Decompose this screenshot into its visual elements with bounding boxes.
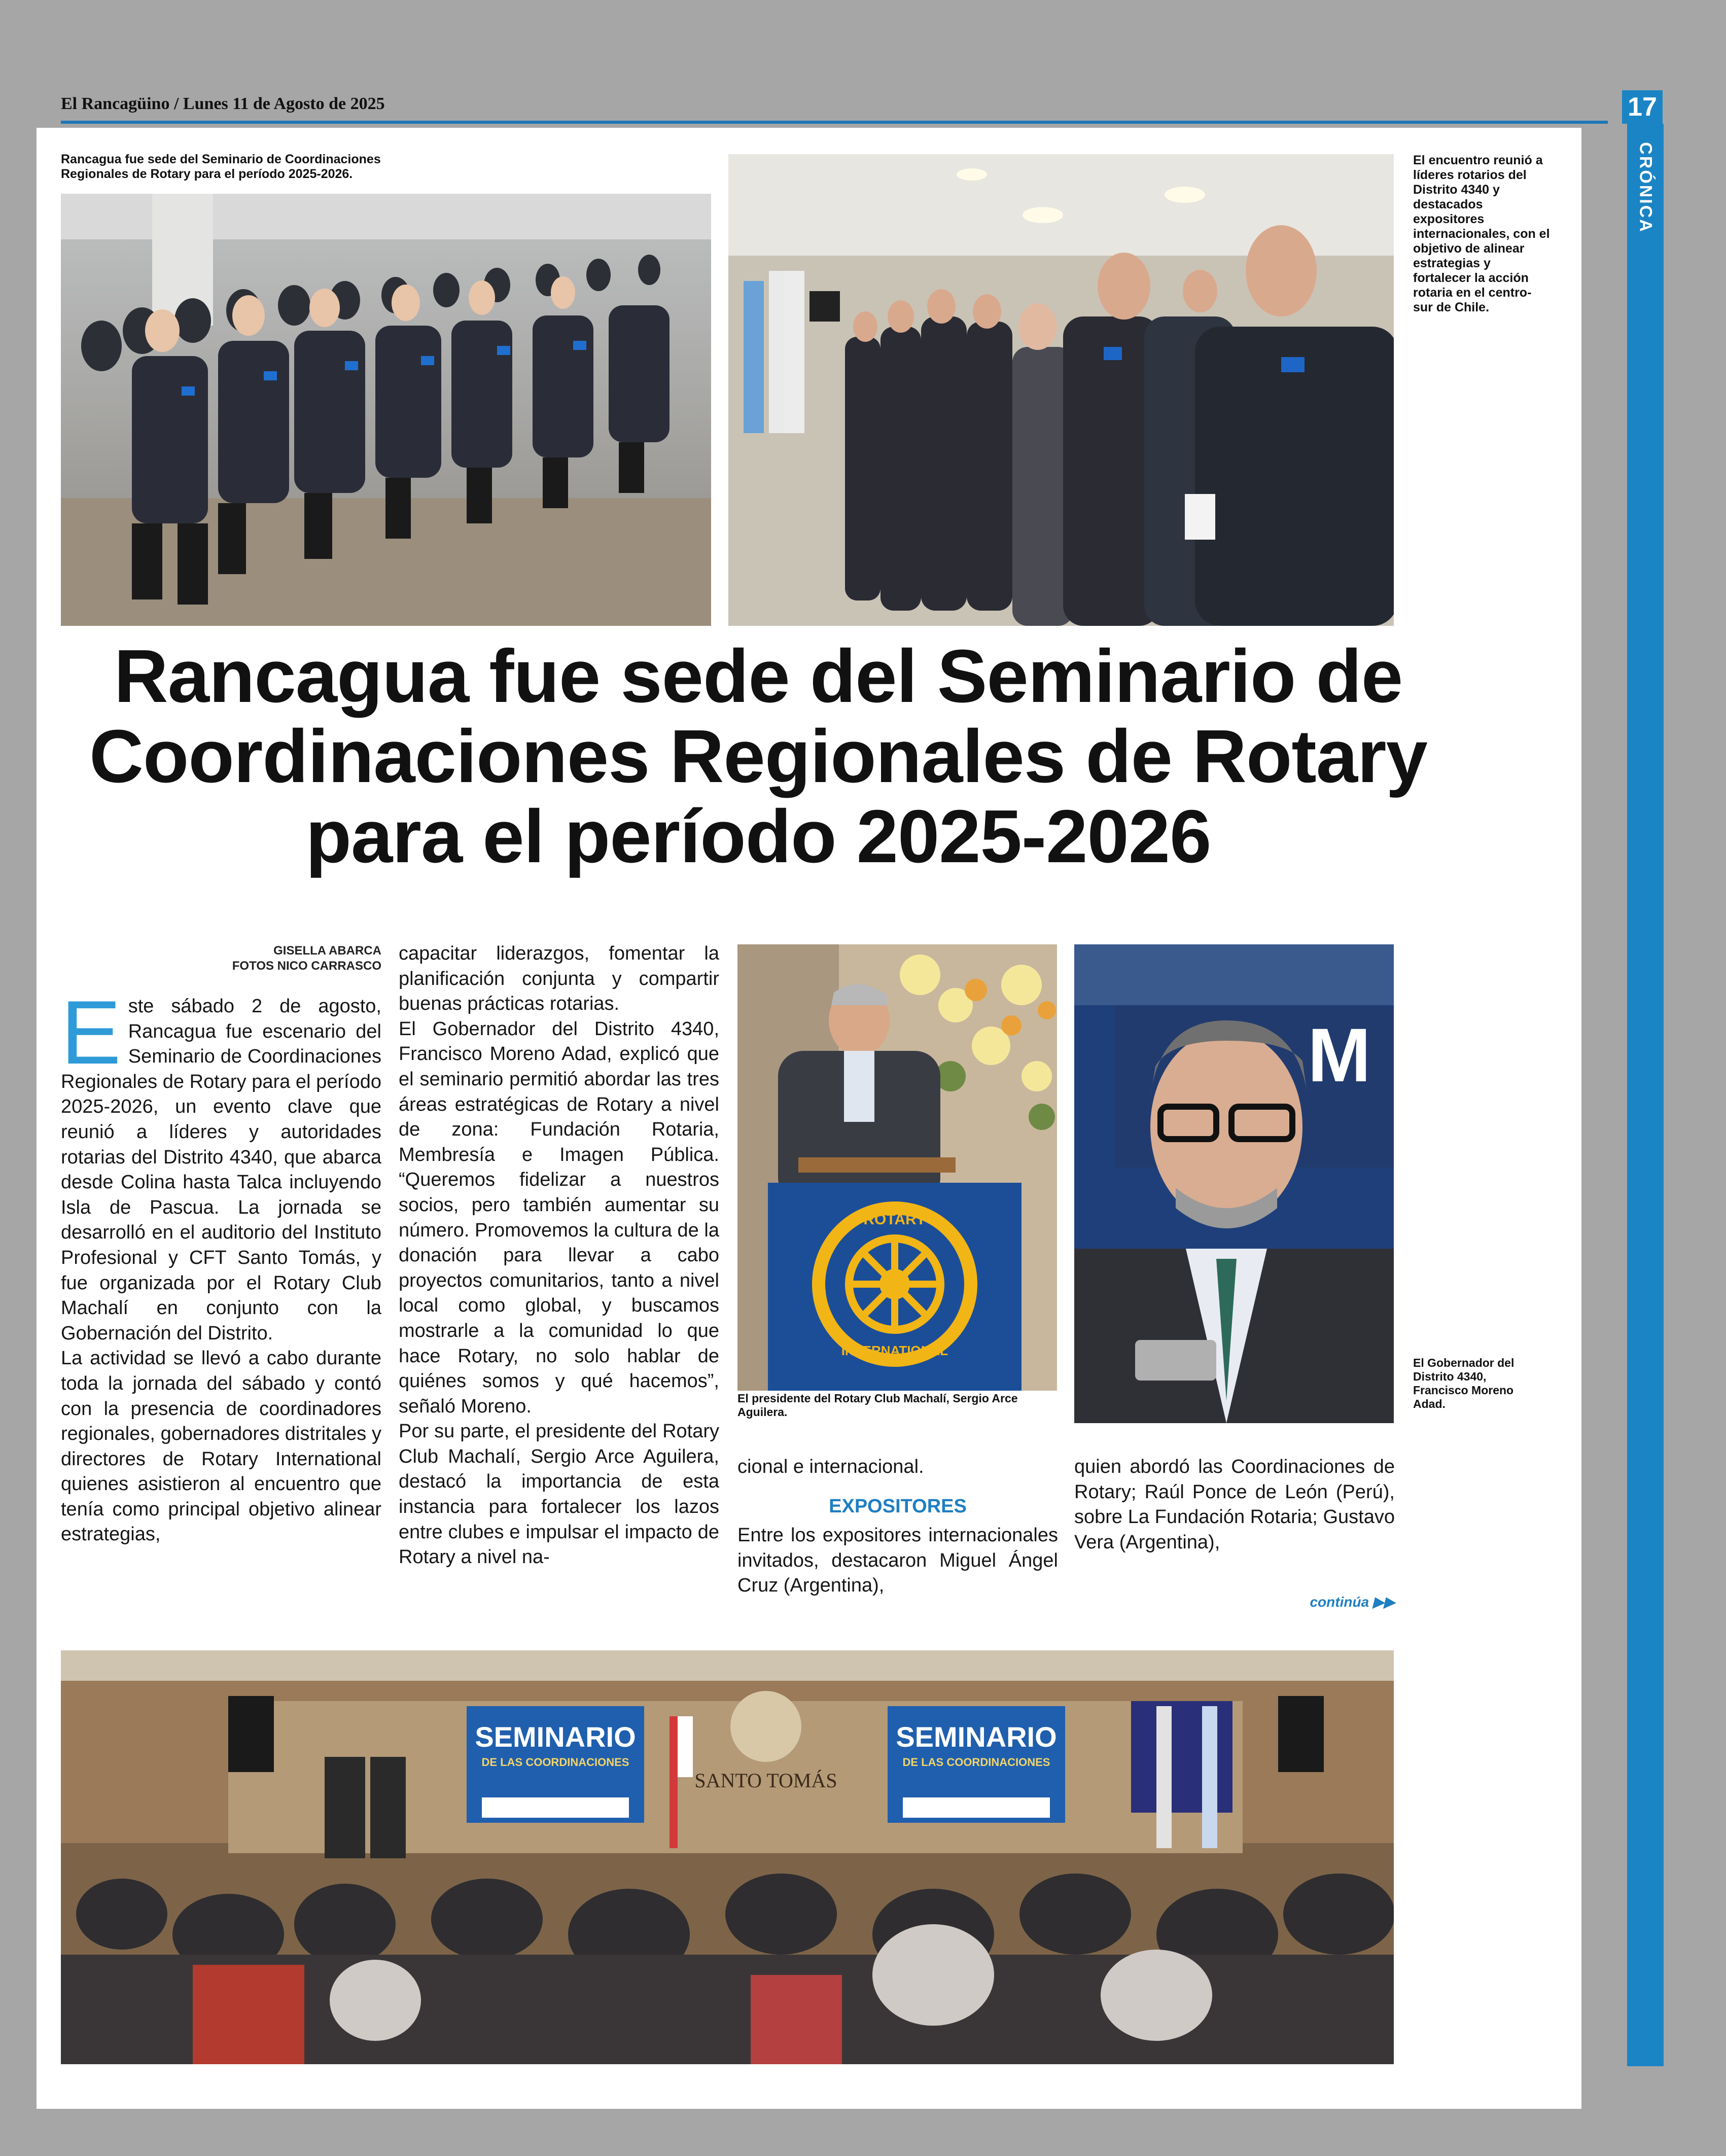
screen-right-title: SEMINARIO [896, 1721, 1057, 1753]
screen-left-subtitle: DE LAS COORDINACIONES [481, 1756, 629, 1769]
caption-top-left: Rancagua fue sede del Seminario de Coordinaciones Regionales de Rotary para el período 2025-2026. [61, 152, 381, 181]
publication-name: El Rancagüino / [61, 94, 179, 113]
section-label: CRÓNICA [1636, 142, 1655, 233]
paragraph: El Gobernador del Distrito 4340, Francisco Moreno Adad, explicó que el seminario permitió abordar las tres áreas estratégicas de Rotary a nivel de zona: Fundación Rotaria, Membresía e Imagen Pública. “Queremos fidelizar a nuestros socios, pero también aumentar su número. Promovemos la cultura de la donación para llevar a cabo proyectos comunitarios, tanto a nivel local como global, y buscamos mostrarle a la comunidad lo que hace Rotary, no solo hablar de quiénes somos y qué hacemos”, señaló Moreno. [399, 1018, 719, 1417]
paragraph: Por su parte, el presidente del Rotary Club Machalí, Sergio Arce Aguilera, destacó la importancia de esta instancia para fortalecer los lazos entre clubes e impulsar el impacto de Rotary a nivel na- [399, 1421, 719, 1568]
paragraph: quien abordó las Coordinaciones de Rotary; Raúl Ponce de León (Perú), sobre La Fundación Rotaria; Gustavo Vera (Argentina), [1074, 1456, 1395, 1553]
issue-date: Lunes 11 de Agosto de 2025 [183, 94, 385, 113]
paragraph: cional e internacional. [737, 1456, 924, 1477]
photo-podium-speaker [737, 944, 1057, 1391]
paragraph: La actividad se llevó a cabo durante toda la jornada del sábado y contó con la presencia de coordinadores regionales, gobernadores distritales y directores de Rotary International quienes asistieron al encuentro que tenía como principal objetivo alinear estrategias, [61, 1348, 381, 1545]
screen-right-subtitle: DE LAS COORDINACIONES [902, 1756, 1050, 1769]
paragraph: capacitar liderazgos, fomentar la planificación conjunta y compartir buenas prácticas rotarias. [399, 943, 719, 1015]
podium-logo-text-bottom: INTERNATIONAL [841, 1343, 948, 1358]
wall-sign-text: SANTO TOMÁS [694, 1769, 837, 1792]
caption-podium-speaker: El presidente del Rotary Club Machalí, Sergio Arce Aguilera. [737, 1392, 1018, 1419]
drop-cap: E [61, 982, 121, 1083]
paragraph: Entre los expositores internacionales invitados, destacaron Miguel Ángel Cruz (Argentina), [737, 1525, 1058, 1597]
byline [223, 943, 381, 974]
photo-audience-seated [61, 194, 711, 626]
article-column-1 [61, 982, 381, 1547]
byline-author: GISELLA ABARCA [273, 944, 381, 958]
running-header [61, 94, 385, 114]
header-rule [61, 121, 1608, 124]
article-column-4 [1074, 1455, 1395, 1555]
continues-link[interactable]: continúa ▶▶ [1310, 1594, 1395, 1610]
byline-photos: FOTOS NICO CARRASCO [232, 959, 381, 973]
page-number: 17 [1622, 90, 1663, 124]
podium-logo-text-top: ROTARY [863, 1211, 926, 1228]
article-column-2 [399, 941, 719, 1570]
subheading-expositores: EXPOSITORES [829, 1495, 967, 1517]
photo-governor-portrait [1074, 944, 1394, 1423]
article-column-3 [737, 1455, 1058, 1599]
caption-top-right: El encuentro reunió a líderes rotarios del Distrito 4340 y destacados expositores internacionales, con el objetivo de alinear estrategias y fortalecer la acción rotaria en el centro-sur de Chile. [1413, 153, 1550, 314]
caption-governor: El Gobernador del Distrito 4340, Francisco Moreno Adad. [1413, 1356, 1514, 1410]
svg-text:M: M [1308, 1012, 1371, 1098]
paragraph: ste sábado 2 de agosto, Rancagua fue escenario del Seminario de Coordinaciones Regionales de Rotary para el período 2025-2026, un evento clave que reunió a líderes y autoridades rotarias del Distrito 4340, que abarca desde Colina hasta Talca incluyendo Isla de Pascua. La jornada se desarrolló en el auditorio del Instituto Profesional y CFT Santo Tomás, y fue organizada por el Rotary Club Machalí en conjunto con la Gobernación del Distrito. [61, 996, 381, 1344]
photo-auditorium [61, 1650, 1394, 2064]
section-sidebar [1627, 124, 1664, 2066]
screen-left-title: SEMINARIO [475, 1721, 636, 1753]
photo-standing-leaders [728, 154, 1394, 626]
headline: Rancagua fue sede del Seminario de Coordinaciones Regionales de Rotary para el período 2025-2026 [89, 634, 1427, 878]
